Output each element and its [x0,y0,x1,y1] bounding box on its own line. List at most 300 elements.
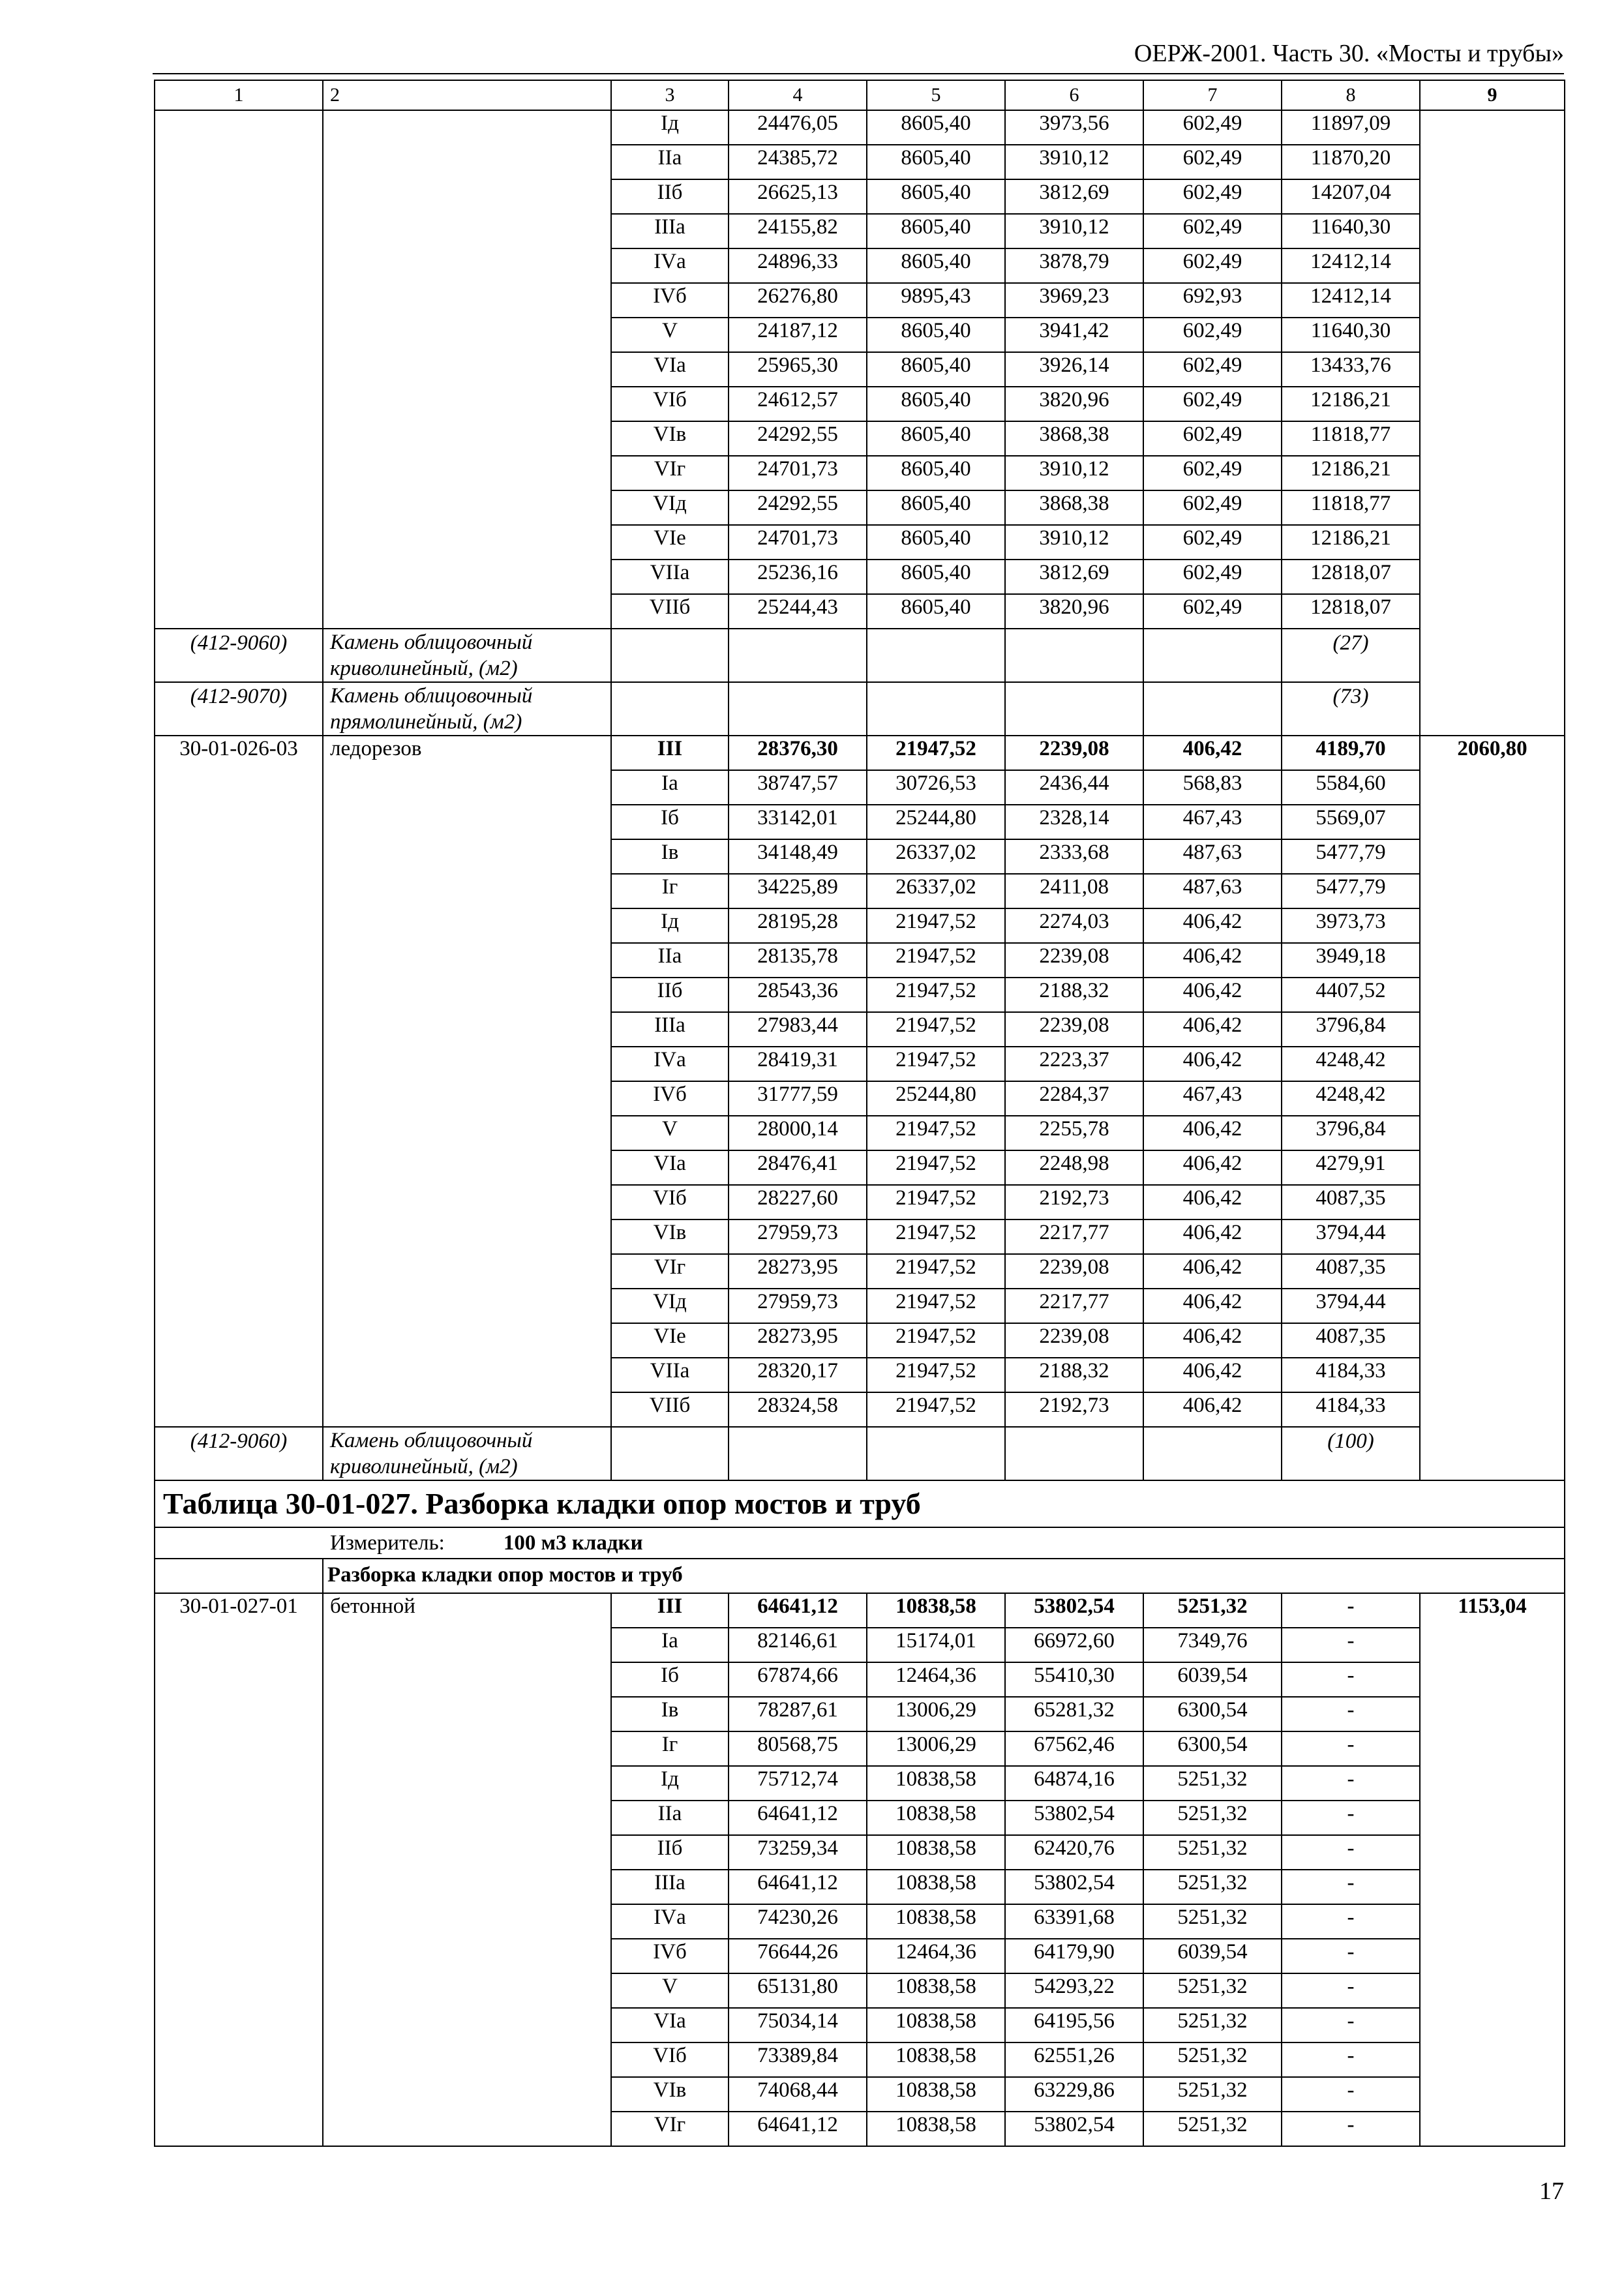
value-cell: 406,42 [1143,1185,1282,1219]
value-cell: 21947,52 [867,1150,1005,1185]
value-cell: 26337,02 [867,874,1005,908]
rate-code [155,110,323,629]
value-cell: 2223,37 [1005,1047,1143,1081]
value-cell: - [1282,1973,1420,2008]
value-cell: 602,49 [1143,179,1282,214]
empty-cell [729,682,867,736]
value-cell: 28195,28 [729,908,867,943]
value-cell: 8605,40 [867,387,1005,421]
zone-cell: V [611,1116,729,1150]
value-cell: 6039,54 [1143,1662,1282,1697]
value-cell: 2328,14 [1005,805,1143,839]
value-cell: 21947,52 [867,1254,1005,1289]
value-cell: 21947,52 [867,943,1005,978]
value-cell: 602,49 [1143,110,1282,145]
value-cell: 73389,84 [729,2042,867,2077]
value-cell: 8605,40 [867,421,1005,456]
value-cell: 2192,73 [1005,1392,1143,1427]
column-number: 7 [1143,80,1282,110]
value-cell: 5584,60 [1282,770,1420,805]
zone-cell: III [611,1593,729,1628]
value-cell: 2274,03 [1005,908,1143,943]
value-cell: 28273,95 [729,1323,867,1358]
empty-cell [1143,1427,1282,1480]
value-cell: 3969,23 [1005,283,1143,318]
value-cell: 2239,08 [1005,1323,1143,1358]
value-cell: 4248,42 [1282,1047,1420,1081]
value-cell: 8605,40 [867,560,1005,594]
value-cell: 3878,79 [1005,248,1143,283]
zone-cell: VIа [611,1150,729,1185]
value-cell: 406,42 [1143,1358,1282,1392]
empty-cell [1005,1427,1143,1480]
column-number: 3 [611,80,729,110]
value-cell: 2239,08 [1005,1254,1143,1289]
value-cell: 12186,21 [1282,387,1420,421]
meter-label: Измеритель: [330,1531,445,1555]
value-cell: 25244,80 [867,1081,1005,1116]
empty-cell [1143,629,1282,682]
value-cell: 3910,12 [1005,145,1143,179]
value-cell: 24292,55 [729,421,867,456]
value-cell: 25965,30 [729,352,867,387]
value-cell: 602,49 [1143,421,1282,456]
value-cell: 4248,42 [1282,1081,1420,1116]
value-cell: 21947,52 [867,1185,1005,1219]
meter-cell [155,1527,1565,1559]
value-cell: 65281,32 [1005,1697,1143,1731]
zone-cell: IIб [611,179,729,214]
value-cell: 24701,73 [729,525,867,560]
value-cell: 27983,44 [729,1012,867,1047]
value-cell: 2239,08 [1005,943,1143,978]
value-cell: 602,49 [1143,318,1282,352]
zone-cell: VIб [611,2042,729,2077]
value-cell: 602,49 [1143,490,1282,525]
value-cell: 11897,09 [1282,110,1420,145]
value-cell: 13433,76 [1282,352,1420,387]
value-cell: 12412,14 [1282,283,1420,318]
value-cell: 10838,58 [867,1870,1005,1904]
value-cell: 2188,32 [1005,1358,1143,1392]
value-cell: 63229,86 [1005,2077,1143,2112]
value-cell: 15174,01 [867,1628,1005,1662]
value-cell: 602,49 [1143,145,1282,179]
value-cell: 28476,41 [729,1150,867,1185]
value-cell: 406,42 [1143,1150,1282,1185]
value-cell: 8605,40 [867,352,1005,387]
value-cell: 11640,30 [1282,214,1420,248]
value-cell: 2255,78 [1005,1116,1143,1150]
zone-cell: IVа [611,1904,729,1939]
value-cell: 3910,12 [1005,525,1143,560]
empty-cell [611,629,729,682]
value-cell: - [1282,1766,1420,1801]
value-cell: 34225,89 [729,874,867,908]
value-cell: 3941,42 [1005,318,1143,352]
value-cell: 10838,58 [867,1973,1005,2008]
value-cell: - [1282,1593,1420,1628]
value-cell: 66972,60 [1005,1628,1143,1662]
value-cell: - [1282,2077,1420,2112]
value-cell: 21947,52 [867,1358,1005,1392]
page-header: ОЕРЖ-2001. Часть 30. «Мосты и трубы» [1134,40,1564,67]
value-cell: 64641,12 [729,1801,867,1835]
value-cell: 406,42 [1143,1289,1282,1323]
value-cell: 9895,43 [867,283,1005,318]
value-cell: 4087,35 [1282,1323,1420,1358]
zone-cell: VIб [611,1185,729,1219]
value-cell: 67874,66 [729,1662,867,1697]
value-cell: 10838,58 [867,1904,1005,1939]
value-cell: 5251,32 [1143,1801,1282,1835]
material-qty: (73) [1282,682,1420,736]
value-cell: 12186,21 [1282,456,1420,490]
zone-cell: IIа [611,943,729,978]
value-cell: 27959,73 [729,1219,867,1254]
value-cell: 602,49 [1143,214,1282,248]
value-cell: 24896,33 [729,248,867,283]
value-cell: 75712,74 [729,1766,867,1801]
value-cell: 11870,20 [1282,145,1420,179]
meter-value: 100 м3 кладки [503,1531,643,1555]
zone-cell: VIб [611,387,729,421]
value-cell: 10838,58 [867,1835,1005,1870]
value-cell: 21947,52 [867,1116,1005,1150]
value-cell: 3812,69 [1005,560,1143,594]
value-cell: 406,42 [1143,736,1282,770]
rate-name: ледорезов [323,736,611,1427]
zone-cell: VIе [611,525,729,560]
value-cell: 3812,69 [1005,179,1143,214]
value-cell: 5251,32 [1143,1904,1282,1939]
value-cell: 3949,18 [1282,943,1420,978]
value-cell: 10838,58 [867,2042,1005,2077]
value-cell: 24385,72 [729,145,867,179]
value-cell: 24187,12 [729,318,867,352]
value-cell: 25244,43 [729,594,867,629]
value-cell: 2248,98 [1005,1150,1143,1185]
value-cell: 406,42 [1143,908,1282,943]
header-divider [153,73,1564,74]
value-cell: 28324,58 [729,1392,867,1427]
value-cell: 21947,52 [867,978,1005,1012]
value-cell: 5251,32 [1143,2112,1282,2146]
value-cell: 3973,56 [1005,110,1143,145]
value-cell: 5251,32 [1143,1870,1282,1904]
value-cell: 65131,80 [729,1973,867,2008]
column-number: 8 [1282,80,1420,110]
material-name: Камень облицовочный криволинейный, (м2) [323,1427,611,1480]
table-row [155,110,1565,145]
rate-total: 2060,80 [1420,736,1565,1480]
value-cell: 10838,58 [867,1593,1005,1628]
zone-cell: Iв [611,839,729,874]
value-cell: 487,63 [1143,874,1282,908]
meter-row [155,1527,1565,1559]
zone-cell: Iг [611,1731,729,1766]
value-cell: 602,49 [1143,352,1282,387]
value-cell: 21947,52 [867,1012,1005,1047]
value-cell: 2239,08 [1005,1012,1143,1047]
value-cell: 75034,14 [729,2008,867,2042]
value-cell: 4189,70 [1282,736,1420,770]
value-cell: 74230,26 [729,1904,867,1939]
value-cell: 64641,12 [729,1870,867,1904]
value-cell: 67562,46 [1005,1731,1143,1766]
value-cell: 5251,32 [1143,2042,1282,2077]
value-cell: 64641,12 [729,1593,867,1628]
value-cell: 21947,52 [867,1047,1005,1081]
value-cell: 4407,52 [1282,978,1420,1012]
material-code: (412-9060) [155,629,323,682]
zone-cell: VIа [611,352,729,387]
zone-cell: Iг [611,874,729,908]
zone-cell: VIд [611,1289,729,1323]
value-cell: 53802,54 [1005,2112,1143,2146]
value-cell: 5251,32 [1143,1973,1282,2008]
value-cell: - [1282,1697,1420,1731]
value-cell: 12818,07 [1282,560,1420,594]
value-cell: 2217,77 [1005,1219,1143,1254]
value-cell: 8605,40 [867,594,1005,629]
zone-cell: Iа [611,770,729,805]
value-cell: 5251,32 [1143,1835,1282,1870]
value-cell: 467,43 [1143,805,1282,839]
value-cell: 10838,58 [867,1801,1005,1835]
value-cell: 24292,55 [729,490,867,525]
zone-cell: IIа [611,1801,729,1835]
value-cell: 28419,31 [729,1047,867,1081]
empty-cell [729,1427,867,1480]
value-cell: 34148,49 [729,839,867,874]
material-code: (412-9070) [155,682,323,736]
value-cell: 2188,32 [1005,978,1143,1012]
value-cell: 568,83 [1143,770,1282,805]
value-cell: 4279,91 [1282,1150,1420,1185]
value-cell: 80568,75 [729,1731,867,1766]
zone-cell: VIв [611,421,729,456]
value-cell: 487,63 [1143,839,1282,874]
value-cell: 602,49 [1143,248,1282,283]
value-cell: 21947,52 [867,1392,1005,1427]
zone-cell: IIа [611,145,729,179]
value-cell: 53802,54 [1005,1593,1143,1628]
material-note-row [155,1427,1565,1480]
empty-cell [1005,629,1143,682]
material-qty: (27) [1282,629,1420,682]
value-cell: 53802,54 [1005,1801,1143,1835]
value-cell: 28227,60 [729,1185,867,1219]
value-cell: 692,93 [1143,283,1282,318]
value-cell: 2217,77 [1005,1289,1143,1323]
material-name: Камень облицовочный криволинейный, (м2) [323,629,611,682]
empty-cell [155,1559,323,1593]
value-cell: 10838,58 [867,2077,1005,2112]
zone-cell: VIг [611,456,729,490]
value-cell: 28273,95 [729,1254,867,1289]
value-cell: 7349,76 [1143,1628,1282,1662]
value-cell: 14207,04 [1282,179,1420,214]
rate-total: 1153,04 [1420,1593,1565,2146]
value-cell: 11818,77 [1282,490,1420,525]
value-cell: 28376,30 [729,736,867,770]
column-number: 5 [867,80,1005,110]
value-cell: 4087,35 [1282,1254,1420,1289]
value-cell: 24701,73 [729,456,867,490]
value-cell: 10838,58 [867,2112,1005,2146]
value-cell: 3868,38 [1005,421,1143,456]
value-cell: - [1282,1801,1420,1835]
zone-cell: IIIа [611,1870,729,1904]
value-cell: 2411,08 [1005,874,1143,908]
value-cell: 5569,07 [1282,805,1420,839]
table-title-row [155,1480,1565,1527]
zone-cell: IVб [611,1939,729,1973]
value-cell: 5477,79 [1282,874,1420,908]
value-cell: 26625,13 [729,179,867,214]
value-cell: 13006,29 [867,1697,1005,1731]
section-row [155,1559,1565,1593]
value-cell: 27959,73 [729,1289,867,1323]
value-cell: 64179,90 [1005,1939,1143,1973]
value-cell: 10838,58 [867,2008,1005,2042]
empty-cell [867,1427,1005,1480]
value-cell: 4184,33 [1282,1358,1420,1392]
value-cell: 31777,59 [729,1081,867,1116]
value-cell: 10838,58 [867,1766,1005,1801]
empty-cell [611,1427,729,1480]
value-cell: 8605,40 [867,110,1005,145]
value-cell: 28543,36 [729,978,867,1012]
zone-cell: IIб [611,978,729,1012]
value-cell: 3820,96 [1005,387,1143,421]
zone-cell: IVб [611,283,729,318]
zone-cell: IIIа [611,214,729,248]
value-cell: 64874,16 [1005,1766,1143,1801]
value-cell: 8605,40 [867,490,1005,525]
page-number: 17 [1539,2177,1564,2205]
zone-cell: Iб [611,1662,729,1697]
value-cell: 12186,21 [1282,525,1420,560]
value-cell: 406,42 [1143,1323,1282,1358]
value-cell: 33142,01 [729,805,867,839]
value-cell: 8605,40 [867,318,1005,352]
zone-cell: Iв [611,1697,729,1731]
value-cell: 12464,36 [867,1662,1005,1697]
value-cell: 2436,44 [1005,770,1143,805]
value-cell: 21947,52 [867,1219,1005,1254]
value-cell: 406,42 [1143,1012,1282,1047]
zone-cell: VIIб [611,1392,729,1427]
value-cell: 28320,17 [729,1358,867,1392]
value-cell: - [1282,2112,1420,2146]
value-cell: 602,49 [1143,525,1282,560]
zone-cell: IIIа [611,1012,729,1047]
value-cell: 21947,52 [867,736,1005,770]
rate-total [1420,110,1565,736]
zone-cell: VIIб [611,594,729,629]
value-cell: 74068,44 [729,2077,867,2112]
value-cell: 21947,52 [867,1323,1005,1358]
zone-cell: VIв [611,2077,729,2112]
value-cell: 602,49 [1143,594,1282,629]
rates-table [154,80,1565,2147]
empty-cell [867,682,1005,736]
value-cell: 5251,32 [1143,2008,1282,2042]
value-cell: 3868,38 [1005,490,1143,525]
rate-code: 30-01-027-01 [155,1593,323,2146]
material-note-row [155,629,1565,682]
zone-cell: VIг [611,2112,729,2146]
value-cell: - [1282,1628,1420,1662]
value-cell: 3796,84 [1282,1116,1420,1150]
value-cell: 5251,32 [1143,1766,1282,1801]
value-cell: 8605,40 [867,145,1005,179]
value-cell: 602,49 [1143,560,1282,594]
value-cell: 2333,68 [1005,839,1143,874]
empty-cell [611,682,729,736]
value-cell: 62551,26 [1005,2042,1143,2077]
zone-cell: VIе [611,1323,729,1358]
value-cell: 4184,33 [1282,1392,1420,1427]
value-cell: 2192,73 [1005,1185,1143,1219]
material-name: Камень облицовочный прямолинейный, (м2) [323,682,611,736]
value-cell: 3910,12 [1005,214,1143,248]
value-cell: 82146,61 [729,1628,867,1662]
value-cell: 11818,77 [1282,421,1420,456]
table-row [155,736,1565,770]
zone-cell: Iб [611,805,729,839]
value-cell: 5251,32 [1143,1593,1282,1628]
value-cell: 3973,73 [1282,908,1420,943]
empty-cell [867,629,1005,682]
empty-cell [729,629,867,682]
zone-cell: Iд [611,1766,729,1801]
value-cell: 53802,54 [1005,1870,1143,1904]
zone-cell: IVб [611,1081,729,1116]
value-cell: 73259,34 [729,1835,867,1870]
value-cell: 3910,12 [1005,456,1143,490]
value-cell: 63391,68 [1005,1904,1143,1939]
value-cell: - [1282,2042,1420,2077]
value-cell: 6300,54 [1143,1731,1282,1766]
value-cell: 12412,14 [1282,248,1420,283]
value-cell: 5477,79 [1282,839,1420,874]
value-cell: 78287,61 [729,1697,867,1731]
value-cell: 2284,37 [1005,1081,1143,1116]
value-cell: - [1282,1835,1420,1870]
value-cell: 406,42 [1143,1116,1282,1150]
value-cell: 3796,84 [1282,1012,1420,1047]
value-cell: 406,42 [1143,1047,1282,1081]
zone-cell: VIIа [611,560,729,594]
value-cell: 406,42 [1143,943,1282,978]
zone-cell: V [611,1973,729,2008]
value-cell: 406,42 [1143,978,1282,1012]
rate-code: 30-01-026-03 [155,736,323,1427]
zone-cell: VIд [611,490,729,525]
column-number: 6 [1005,80,1143,110]
value-cell: 30726,53 [867,770,1005,805]
value-cell: 24476,05 [729,110,867,145]
value-cell: - [1282,1870,1420,1904]
zone-cell: Iа [611,1628,729,1662]
value-cell: 11640,30 [1282,318,1420,352]
value-cell: - [1282,1939,1420,1973]
value-cell: 21947,52 [867,908,1005,943]
value-cell: 38747,57 [729,770,867,805]
